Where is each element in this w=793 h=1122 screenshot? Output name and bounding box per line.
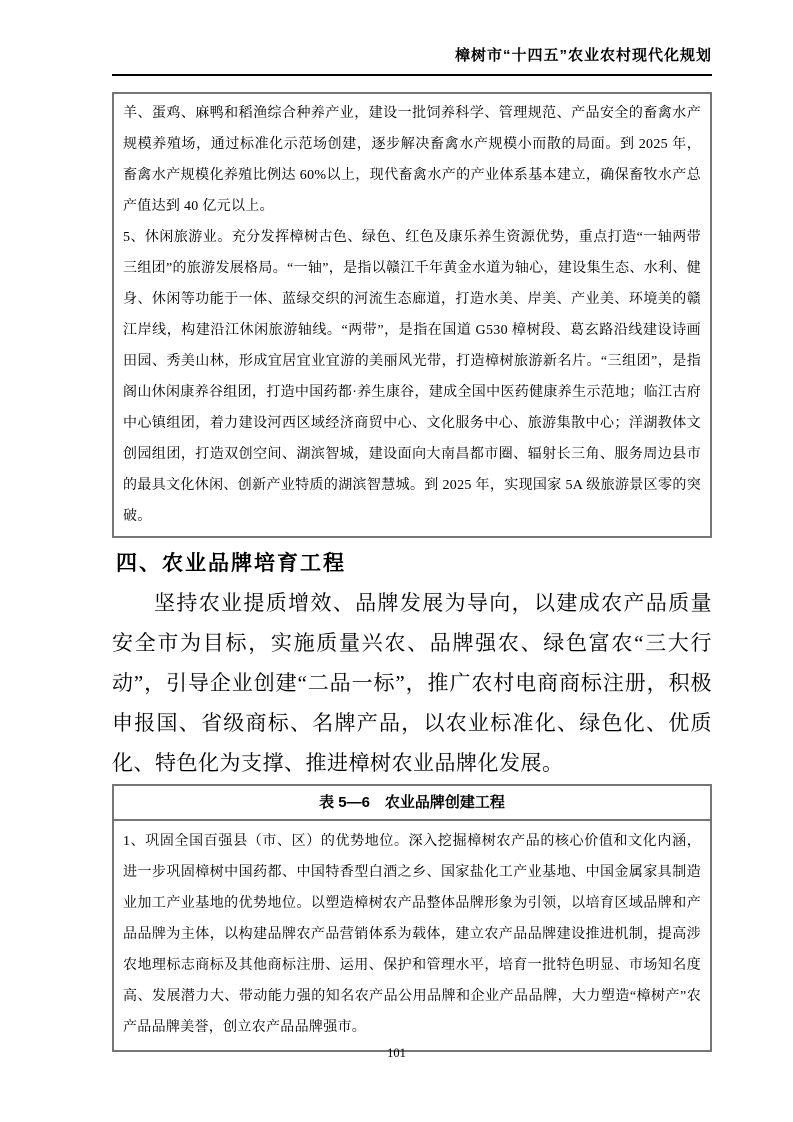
section-paragraph-brand-cultivation: 坚持农业提质增效、品牌发展为导向，以建成农产品质量安全市为目标，实施质量兴农、品牌强农、绿色富农“三大行动”，引导企业创建“二品一标”，推广农村电商商标注册，积极申报国、省级商标、名牌产品，以农业标准化、绿色化、优质化、特色化为支撑、推进樟树农业品牌化发展。 bbox=[112, 591, 712, 775]
table-box-brand-creation bbox=[112, 784, 712, 1052]
document-header-title: 樟树市“十四五”农业农村现代化规划 bbox=[454, 47, 712, 64]
paragraph-livestock-aquaculture: 羊、蛋鸡、麻鸭和稻渔综合种养产业，建设一批饲养科学、管理规范、产品安全的畜禽水产规模养殖场，通过标准化示范场创建，逐步解决畜禽水产规模小而散的局面。到 2025 年，畜禽水产规模化养殖比例达 60%以上，现代畜禽水产的产业体系基本建立，确保畜牧水产总产值达到 40 亿元以上。 bbox=[123, 106, 701, 214]
header-rule bbox=[112, 74, 712, 76]
paragraph-leisure-tourism: 5、休闲旅游业。充分发挥樟树古色、绿色、红色及康乐养生资源优势，重点打造“一轴两带三组团”的旅游发展格局。“一轴”，是指以赣江千年黄金水道为轴心，建设集生态、水利、健身、休闲等功能于一体、蓝绿交织的河流生态廊道，打造水美、岸美、产业美、环境美的赣江岸线，构建沿江休闲旅游轴线。“两带”，是指在国道 G530 樟树段、葛玄路沿线建设诗画田园、秀美山林，形成宜居宜业宜游的美丽风光带，打造樟树旅游新名片。“三组团”，是指阁山休闲康养谷组团，打造中国药都·养生康谷，建成全国中医药健康养生示范地；临江古府中心镇组团，着力建设河西区域经济商贸中心、文化服务中心、旅游集散中心；洋湖教体文创园组团，打造双创空间、湖滨智城，建设面向大南昌都市圈、辐射长三角、服务周边县市的最具文化休闲、创新产业特质的湖滨智慧城。到 2025 年，实现国家 5A 级旅游景区零的突破。 bbox=[123, 230, 701, 524]
table-content-paragraph: 1、巩固全国百强县（市、区）的优势地位。深入挖掘樟树农产品的核心价值和文化内涵，进一步巩固樟树中国药都、中国特香型白酒之乡、国家盐化工产业基地、中国金属家具制造业加工产业基地的优势地位。以塑造樟树农产品整体品牌形象为引领，以培育区域品牌和产品品牌为主体，以构建品牌农产品营销体系为载体，建立农产品品牌建设推进机制，提高涉农地理标志商标及其他商标注册、运用、保护和管理水平，培育一批特色明显、市场知名度高、发展潜力大、带动能力强的知名农产品公用品牌和企业产品品牌，大力塑造“樟树产”农产品品牌美誉，创立农产品品牌强市。 bbox=[123, 834, 701, 1035]
page-number: 101 bbox=[387, 1046, 406, 1060]
table-caption: 表 5—6 农业品牌创建工程 bbox=[114, 786, 710, 821]
text-box-industry-measures bbox=[112, 92, 712, 538]
section-heading-brand-cultivation: 四、农业品牌培育工程 bbox=[116, 552, 346, 575]
